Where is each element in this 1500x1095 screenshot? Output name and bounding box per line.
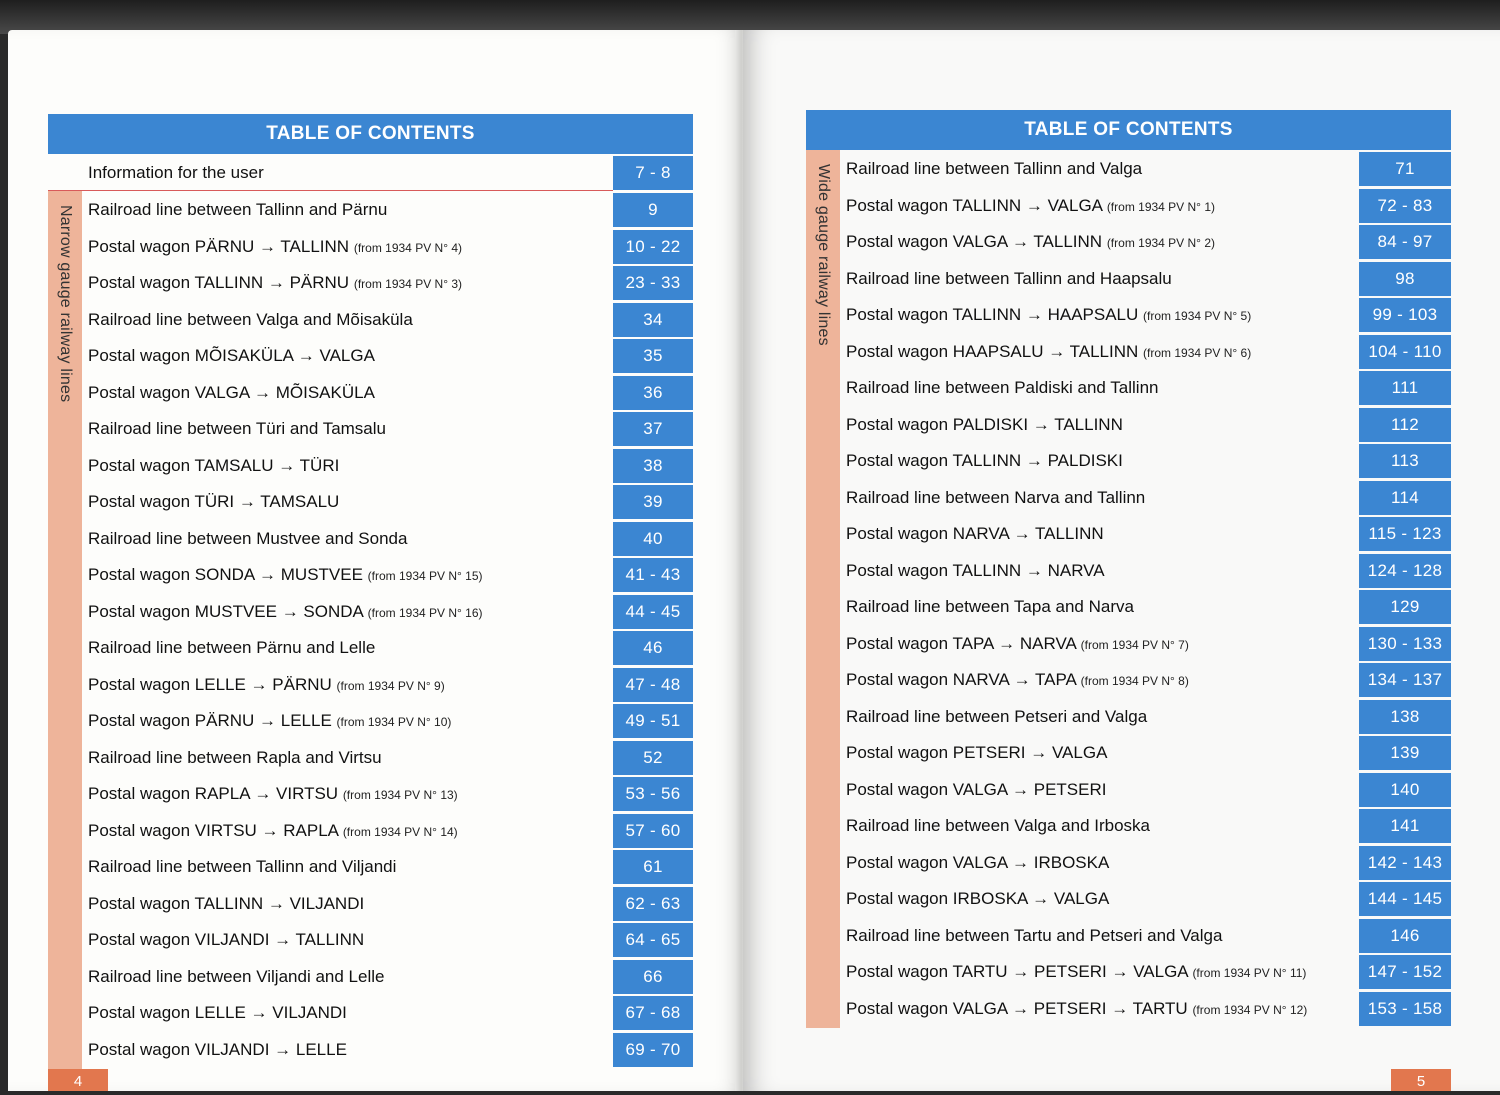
toc-entry-pages: 64 - 65 [613, 923, 693, 957]
toc-row[interactable] [846, 371, 1451, 405]
toc-entry-pages: 39 [613, 485, 693, 519]
toc-entry-title [88, 777, 458, 811]
toc-row[interactable] [846, 444, 1451, 478]
toc-entry-title [846, 590, 1134, 624]
toc-entry-note: (from 1934 PV N° 3) [353, 277, 462, 291]
toc-entry-label: Railroad line between Pärnu and Lelle [88, 638, 376, 657]
toc-entry-pages: 62 - 63 [613, 887, 693, 921]
toc-entry-note: (from 1934 PV N° 5) [1143, 309, 1252, 323]
toc-entry-label: Postal wagon VALGA → IRBOSKA [846, 852, 1110, 872]
toc-entry-title [88, 303, 413, 337]
toc-entry-pages: 46 [613, 631, 693, 665]
toc-entry-pages: 112 [1359, 408, 1451, 442]
toc-entry-note: (from 1934 PV N° 14) [342, 824, 458, 839]
toc-row[interactable] [88, 668, 693, 702]
toc-row[interactable] [88, 1033, 693, 1067]
toc-entry-title [88, 923, 364, 957]
toc-entry-label: Postal wagon HAAPSALU → TALLINN [846, 341, 1139, 361]
toc-entry-pages: 44 - 45 [613, 595, 693, 629]
toc-entry-title [846, 517, 1104, 551]
toc-entry-title [88, 996, 347, 1030]
toc-right [806, 110, 1451, 1070]
toc-entry-label: Postal wagon NARVA → TAPA [846, 670, 1076, 689]
toc-entry-note: (from 1934 PV N° 6) [1143, 345, 1252, 360]
toc-row[interactable] [88, 339, 693, 373]
toc-entry-title [846, 773, 1106, 807]
toc-entry-pages: 69 - 70 [613, 1033, 693, 1067]
toc-entry-title [88, 887, 364, 921]
toc-entry-label: Postal wagon TALLINN → PÄRNU [88, 273, 350, 292]
toc-entry-pages: 72 - 83 [1359, 189, 1451, 223]
toc-entry-label: Postal wagon VALGA → PETSERI [846, 779, 1107, 799]
toc-entry-label: Postal wagon MÕISAKÜLA → VALGA [88, 346, 375, 365]
toc-entry-pages: 142 - 143 [1359, 846, 1451, 880]
toc-entry-title [846, 955, 1306, 989]
toc-entry-pages: 139 [1359, 736, 1451, 770]
section-label-wide: Wide gauge railway lines [815, 164, 832, 346]
toc-row[interactable] [88, 485, 693, 519]
toc-entry-pages: 84 - 97 [1359, 225, 1451, 259]
toc-entry-label: Postal wagon TAMSALU → TÜRI [88, 455, 340, 475]
toc-row[interactable] [88, 303, 693, 337]
toc-entry-pages: 53 - 56 [613, 777, 693, 811]
toc-entry-title [88, 449, 339, 483]
toc-entry-title [88, 960, 384, 994]
toc-entry-pages: 66 [613, 960, 693, 994]
toc-entry-title [88, 266, 462, 300]
toc-row[interactable] [846, 152, 1451, 186]
toc-entry-label: Postal wagon LELLE → VILJANDI [88, 1003, 347, 1022]
toc-header-right: TABLE OF CONTENTS [806, 110, 1451, 150]
toc-entry-title [846, 189, 1215, 223]
toc-row[interactable] [88, 777, 693, 811]
toc-row-intro[interactable] [88, 156, 693, 190]
toc-entry-label: Postal wagon VILJANDI → TALLINN [88, 930, 365, 949]
toc-entry-note: (from 1934 PV N° 7) [1080, 637, 1189, 652]
toc-entry-pages: 146 [1359, 919, 1451, 953]
toc-row[interactable] [88, 960, 693, 994]
toc-row[interactable] [846, 992, 1451, 1026]
toc-entry-pages: 23 - 33 [613, 266, 693, 300]
toc-entry-title [846, 700, 1147, 734]
toc-entry-note: (from 1934 PV N° 12) [1192, 1002, 1308, 1017]
toc-entry-title [88, 668, 445, 702]
toc-row[interactable] [88, 741, 693, 775]
toc-entry-title [846, 882, 1109, 916]
toc-entry-note: (from 1934 PV N° 1) [1106, 199, 1215, 214]
toc-entry-title [846, 846, 1109, 880]
toc-entry-title [846, 481, 1145, 515]
toc-row[interactable] [846, 225, 1451, 259]
toc-entry-pages: 49 - 51 [613, 704, 693, 738]
toc-entry-title [88, 522, 407, 556]
toc-row[interactable] [88, 449, 693, 483]
toc-row[interactable] [846, 955, 1451, 989]
toc-row[interactable] [88, 558, 693, 592]
toc-left [48, 114, 693, 1069]
toc-entry-label: Postal wagon MUSTVEE → SONDA [88, 601, 363, 621]
toc-row[interactable] [846, 554, 1451, 588]
toc-entry-label: Postal wagon VILJANDI → LELLE [88, 1039, 347, 1059]
toc-row[interactable] [846, 882, 1451, 916]
toc-entry-pages: 153 - 158 [1359, 992, 1451, 1026]
toc-entry-pages: 41 - 43 [613, 558, 693, 592]
toc-entry-title [846, 444, 1123, 478]
left-page [8, 30, 743, 1091]
toc-entry-label: Postal wagon TÜRI → TAMSALU [88, 492, 340, 511]
toc-entry-title [846, 298, 1251, 332]
toc-row[interactable] [846, 262, 1451, 296]
toc-row[interactable] [88, 230, 693, 264]
toc-entry-pages: 99 - 103 [1359, 298, 1451, 332]
toc-entry-title [88, 741, 382, 775]
toc-entry-label: Railroad line between Paldiski and Tallinn [846, 378, 1159, 397]
toc-entry-pages: 38 [613, 449, 693, 483]
toc-row[interactable] [846, 663, 1451, 697]
toc-entry-label: Railroad line between Tartu and Petseri and Valga [846, 925, 1223, 945]
toc-entry-label: Postal wagon SONDA → MUSTVEE [88, 565, 363, 584]
intro-divider [48, 190, 613, 191]
toc-entry-title [88, 412, 386, 446]
toc-entry-label: Railroad line between Tapa and Narva [846, 597, 1134, 616]
toc-entry-pages: 40 [613, 522, 693, 556]
toc-entry-note: (from 1934 PV N° 9) [336, 678, 445, 693]
toc-entry-pages: 114 [1359, 481, 1451, 515]
toc-entry-pages: 111 [1359, 371, 1451, 405]
toc-entry-note: (from 1934 PV N° 4) [353, 240, 462, 255]
toc-entry-title [846, 152, 1142, 186]
toc-entry-pages: 113 [1359, 444, 1451, 478]
toc-row[interactable] [88, 412, 693, 446]
toc-entry-pages: 47 - 48 [613, 668, 693, 702]
toc-row[interactable] [88, 996, 693, 1030]
toc-entry-label: Railroad line between Tallinn and Pärnu [88, 200, 388, 219]
toc-entry-title [846, 809, 1150, 843]
toc-entry-pages: 115 - 123 [1359, 517, 1451, 551]
toc-entry-pages: 104 - 110 [1359, 335, 1451, 369]
toc-row[interactable] [88, 887, 693, 921]
toc-row[interactable] [846, 335, 1451, 369]
toc-entry-pages: 9 [613, 193, 693, 227]
toc-entry-pages: 57 - 60 [613, 814, 693, 848]
toc-row[interactable] [88, 814, 693, 848]
toc-entry-title [846, 225, 1215, 259]
toc-row[interactable] [88, 522, 693, 556]
toc-row[interactable] [846, 408, 1451, 442]
toc-row[interactable] [846, 517, 1451, 551]
toc-row[interactable] [846, 773, 1451, 807]
toc-entry-pages: 134 - 137 [1359, 663, 1451, 697]
toc-row[interactable] [846, 189, 1451, 223]
toc-entry-title [88, 850, 396, 884]
toc-entry-label: Postal wagon IRBOSKA → VALGA [846, 889, 1110, 908]
section-label-narrow: Narrow gauge railway lines [57, 205, 74, 403]
toc-entry-label: Railroad line between Narva and Tallinn [846, 487, 1146, 507]
toc-entry-label: Railroad line between Rapla and Virtsu [88, 747, 382, 767]
toc-entry-title [846, 627, 1189, 661]
toc-entry-label: Postal wagon TALLINN → HAAPSALU [846, 305, 1139, 324]
toc-entry-pages: 36 [613, 376, 693, 410]
toc-entry-note: (from 1934 PV N° 13) [342, 788, 458, 802]
toc-entry-title [88, 230, 462, 264]
toc-entry-title [846, 554, 1105, 588]
toc-entry-label: Postal wagon PÄRNU → TALLINN [88, 236, 350, 256]
page-number-right: 5 [1391, 1069, 1451, 1091]
toc-row[interactable] [846, 590, 1451, 624]
toc-entry-title [846, 335, 1251, 369]
toc-row[interactable] [846, 627, 1451, 661]
toc-entry-label: Railroad line between Türi and Tamsalu [88, 419, 386, 438]
toc-entry-label: Postal wagon PETSERI → VALGA [846, 743, 1108, 762]
toc-entry-pages: 144 - 145 [1359, 882, 1451, 916]
toc-entry-label: Postal wagon TARTU → PETSERI → VALGA [846, 962, 1188, 981]
toc-entry-label: Postal wagon TALLINN → NARVA [846, 560, 1105, 580]
toc-row[interactable] [88, 193, 693, 227]
toc-entry-label: Railroad line between Viljandi and Lelle [88, 966, 385, 986]
toc-entry-label: Postal wagon VIRTSU → RAPLA [88, 820, 339, 840]
toc-row[interactable] [846, 298, 1451, 332]
toc-entry-title [88, 376, 375, 410]
toc-entry-label: Postal wagon VALGA → TALLINN [846, 232, 1103, 251]
toc-entry-pages: 141 [1359, 809, 1451, 843]
toc-entry-label: Railroad line between Valga and Irboska [846, 816, 1150, 835]
toc-entry-title [88, 558, 483, 592]
toc-entry-label: Railroad line between Tallinn and Viljandi [88, 857, 397, 876]
toc-row[interactable] [88, 850, 693, 884]
toc-row[interactable] [846, 700, 1451, 734]
toc-header-left: TABLE OF CONTENTS [48, 114, 693, 154]
toc-entry-title [88, 1033, 347, 1067]
toc-row[interactable] [88, 704, 693, 738]
toc-intro-pages: 7 - 8 [613, 156, 693, 190]
scan-top-edge [0, 0, 1500, 34]
toc-entry-pages: 35 [613, 339, 693, 373]
toc-entry-label: Postal wagon NARVA → TALLINN [846, 524, 1104, 543]
toc-entry-note: (from 1934 PV N° 8) [1080, 674, 1189, 688]
toc-entry-title [846, 262, 1172, 296]
toc-entry-title [846, 736, 1107, 770]
toc-entry-pages: 124 - 128 [1359, 554, 1451, 588]
toc-row[interactable] [88, 266, 693, 300]
toc-entry-label: Postal wagon PALDISKI → TALLINN [846, 414, 1123, 434]
toc-entry-title [88, 814, 458, 848]
toc-entry-label: Railroad line between Tallinn and Valga [846, 159, 1143, 178]
toc-entry-title [88, 339, 375, 373]
toc-entry-label: Postal wagon VALGA → MÕISAKÜLA [88, 382, 375, 402]
toc-entry-pages: 130 - 133 [1359, 627, 1451, 661]
toc-entry-label: Railroad line between Petseri and Valga [846, 706, 1148, 726]
toc-entry-title [88, 193, 387, 227]
toc-entry-pages: 147 - 152 [1359, 955, 1451, 989]
toc-entry-pages: 140 [1359, 773, 1451, 807]
toc-intro-title: Information for the user [88, 163, 264, 182]
toc-row[interactable] [846, 846, 1451, 880]
toc-entry-label: Postal wagon TALLINN → VALGA [846, 195, 1103, 215]
toc-entry-note: (from 1934 PV N° 11) [1192, 966, 1307, 980]
toc-entry-note: (from 1934 PV N° 16) [367, 605, 483, 620]
toc-entry-label: Postal wagon TALLINN → PALDISKI [846, 451, 1123, 470]
toc-entry-pages: 67 - 68 [613, 996, 693, 1030]
toc-entry-label: Postal wagon RAPLA → VIRTSU [88, 784, 339, 803]
toc-entry-title [846, 663, 1189, 697]
toc-entry-label: Postal wagon TAPA → NARVA [846, 633, 1076, 653]
toc-entry-pages: 10 - 22 [613, 230, 693, 264]
toc-entry-title [846, 408, 1123, 442]
toc-entry-pages: 61 [613, 850, 693, 884]
toc-entry-pages: 71 [1359, 152, 1451, 186]
toc-entry-title [846, 919, 1222, 953]
right-page [743, 30, 1500, 1091]
toc-row[interactable] [88, 923, 693, 957]
section-strip-narrow [48, 191, 82, 1091]
toc-entry-label: Railroad line between Valga and Mõisaküla [88, 309, 413, 329]
toc-entry-label: Postal wagon VALGA → PETSERI → TARTU [846, 998, 1188, 1018]
toc-entry-title [88, 631, 375, 665]
toc-row[interactable] [88, 631, 693, 665]
toc-entry-label: Postal wagon PÄRNU → LELLE [88, 711, 332, 730]
toc-row[interactable] [846, 809, 1451, 843]
toc-row[interactable] [846, 736, 1451, 770]
toc-entry-label: Postal wagon TALLINN → VILJANDI [88, 893, 365, 913]
toc-entry-pages: 52 [613, 741, 693, 775]
toc-entry-label: Postal wagon LELLE → PÄRNU [88, 674, 332, 694]
toc-entry-title [88, 485, 339, 519]
toc-row[interactable] [846, 481, 1451, 515]
toc-entry-title [846, 992, 1307, 1026]
toc-entry-title [88, 704, 451, 738]
toc-entry-label: Railroad line between Tallinn and Haapsalu [846, 268, 1172, 288]
toc-row[interactable] [88, 376, 693, 410]
toc-entry-title [88, 595, 483, 629]
toc-entry-pages: 98 [1359, 262, 1451, 296]
section-strip-wide [806, 150, 840, 1028]
toc-entry-pages: 129 [1359, 590, 1451, 624]
toc-row[interactable] [846, 919, 1451, 953]
toc-entry-pages: 37 [613, 412, 693, 446]
toc-entry-pages: 138 [1359, 700, 1451, 734]
toc-entry-note: (from 1934 PV N° 10) [336, 715, 452, 729]
page-number-left: 4 [48, 1069, 108, 1091]
toc-row[interactable] [88, 595, 693, 629]
toc-entry-note: (from 1934 PV N° 15) [367, 569, 483, 583]
toc-entry-title [846, 371, 1159, 405]
toc-entry-label: Railroad line between Mustvee and Sonda [88, 528, 408, 548]
toc-entry-pages: 34 [613, 303, 693, 337]
toc-entry-note: (from 1934 PV N° 2) [1106, 236, 1215, 250]
